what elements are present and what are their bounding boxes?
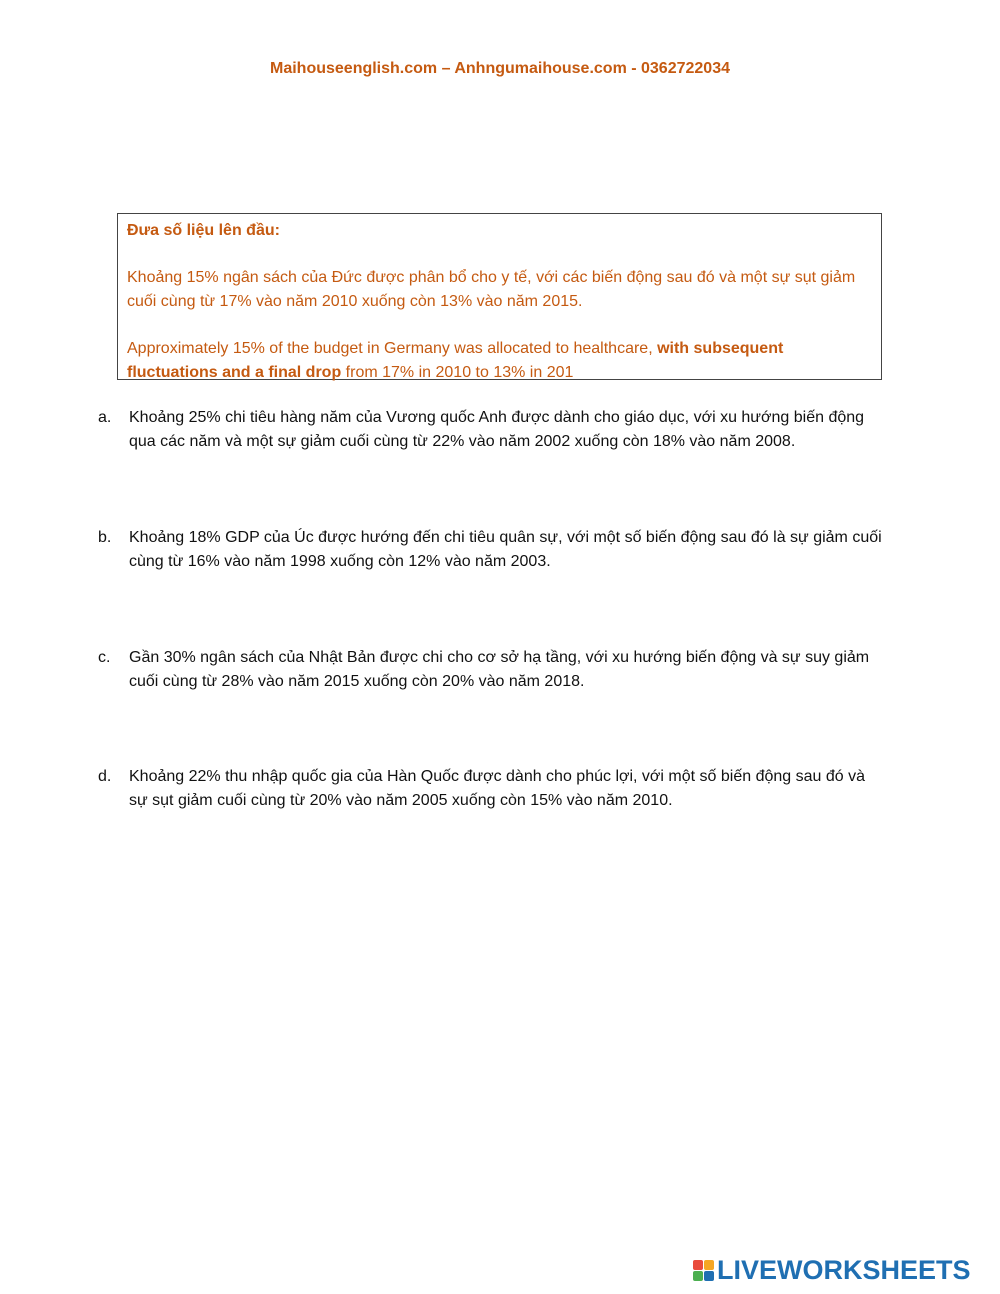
example-vietnamese-sentence: Khoảng 15% ngân sách của Đức được phân bổ cho y tế, với các biến động sau đó và một sự sụt giảm cuối cùng từ 17% vào năm 2010 xuống còn 13% vào năm 2015. [127,269,856,310]
example-english-part2: from 17% in 2010 to 13% in 201 [341,364,574,381]
list-item-marker: c. [98,649,111,666]
liveworksheets-logo[interactable] [693,1255,971,1285]
list-item-text: Khoảng 22% thu nhập quốc gia của Hàn Quốc được dành cho phúc lợi, với một số biến động sau đó và sự sụt giảm cuối cùng từ 20% vào năm 2005 xuống còn 15% vào năm 2010. [129,768,865,809]
liveworksheets-logo-text: LIVEWORKSHEETS [717,1254,971,1285]
list-item-text: Khoảng 18% GDP của Úc được hướng đến chi tiêu quân sự, với một số biến động sau đó là sự giảm cuối cùng từ 16% vào năm 1998 xuống còn 12% vào năm 2003. [129,529,882,570]
example-box-title: Đưa số liệu lên đầu: [127,222,280,239]
list-item [98,765,888,813]
list-item-marker: a. [98,409,112,426]
example-english-part1: Approximately 15% of the budget in Germany was allocated to healthcare, [127,340,658,357]
example-box [117,213,882,380]
list-item-text: Gần 30% ngân sách của Nhật Bản được chi cho cơ sở hạ tầng, với xu hướng biến động và sự suy giảm cuối cùng từ 28% vào năm 2015 xuống còn 20% vào năm 2018. [129,649,870,690]
list-item-marker: b. [98,529,112,546]
list-item [98,646,888,694]
list-item [98,406,888,454]
example-english-bold: with subsequent fluctuations and a final drop [127,340,784,381]
list-item [98,526,888,574]
example-english-sentence [127,337,871,385]
list-item-marker: d. [98,768,112,785]
page-header: Maihouseenglish.com – Anhngumaihouse.com - 0362722034 [270,60,730,77]
list-item-text: Khoảng 25% chi tiêu hàng năm của Vương quốc Anh được dành cho giáo dục, với xu hướng biến động qua các năm và một sự giảm cuối cùng từ 22% vào năm 2002 xuống còn 18% vào năm 2008. [129,409,865,450]
liveworksheets-logo-icon [693,1260,714,1281]
